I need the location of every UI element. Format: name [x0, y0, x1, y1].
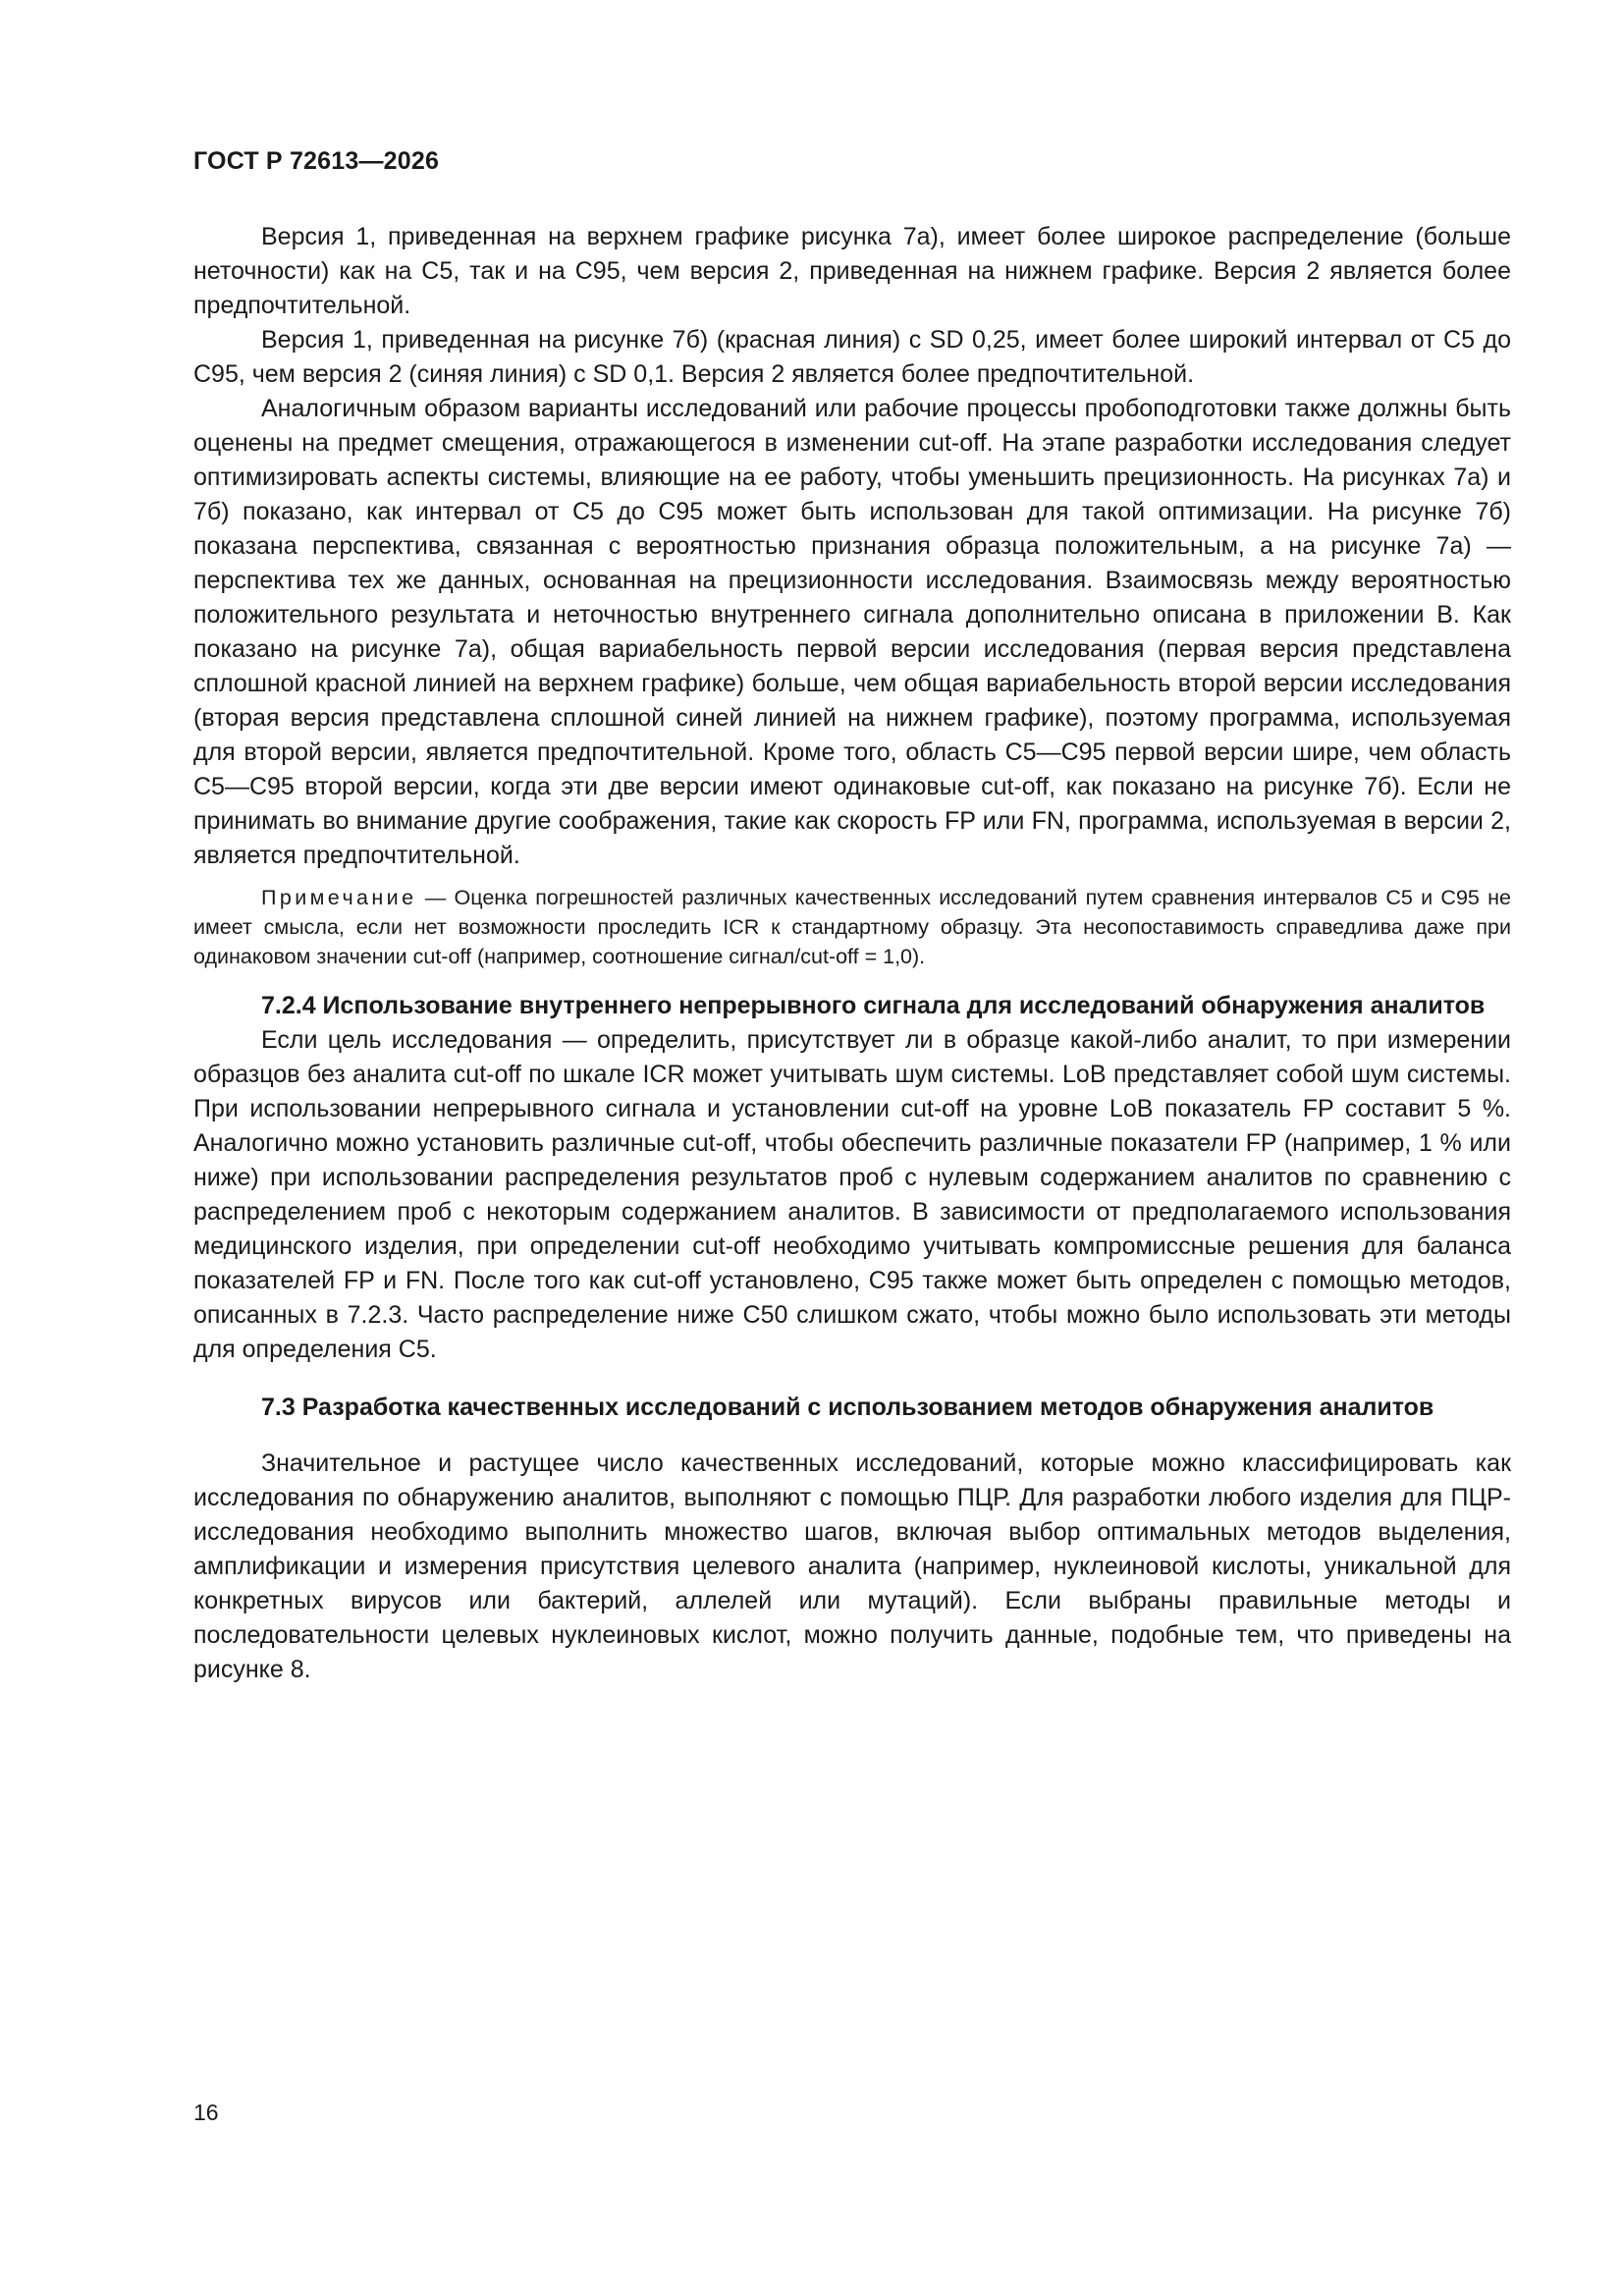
section-7-2-4-heading: 7.2.4 Использование внутреннего непрерывного сигнала для исследований обнаружения аналитов [261, 992, 1486, 1019]
paragraph-version1-7a: Версия 1, приведенная на верхнем графике рисунка 7а), имеет более широкое распределение (больше неточности) как на C5, так и на C95, чем версия 2, приведенная на нижнем графике. Версия 2 является более предпочтительной. [193, 223, 1511, 319]
note-label: Примечание [261, 886, 417, 909]
paragraph-version1-7b: Версия 1, приведенная на рисунке 7б) (красная линия) с SD 0,25, имеет более широкий интервал от C5 до C95, чем версия 2 (синяя линия) с SD 0,1. Версия 2 является более предпочтительной. [193, 326, 1511, 388]
note [193, 883, 1511, 971]
section-7-3-heading: 7.3 Разработка качественных исследований с использованием методов обнаружения аналитов [261, 1394, 1434, 1421]
paragraph-optimization: Аналогичным образом варианты исследований или рабочие процессы пробоподготовки также должны быть оценены на предмет смещения, отражающегося в изменении cut-off. На этапе разработки исследования следует оптимизировать аспекты системы, влияющие на ее работу, чтобы уменьшить прецизионность. На рисунках 7а) и 7б) показано, как интервал от C5 до C95 может быть использован для такой оптимизации. На рисунке 7б) показана перспектива, связанная с вероятностью признания образца положительным, а на рисунке 7а) — перспектива тех же данных, основанная на прецизионности исследования. Взаимосвязь между вероятностью положительного результата и неточностью внутреннего сигнала дополнительно описана в приложении В. Как показано на рисунке 7а), общая вариабельность первой версии исследования (первая версия представлена сплошной красной линией на верхнем графике) больше, чем общая вариабельность второй версии исследования (вторая версия представлена сплошной синей линией на нижнем графике), поэтому программа, используемая для второй версии, является предпочтительной. Кроме того, область C5—C95 первой версии шире, чем область C5—C95 второй версии, когда эти две версии имеют одинаковые cut-off, как показано на рисунке 7б). Если не принимать во внимание другие соображения, такие как скорость FP или FN, программа, используемая в версии 2, является предпочтительной. [193, 395, 1511, 869]
document-header: ГОСТ Р 72613—2026 [193, 147, 440, 175]
note-text: — Оценка погрешностей различных качественных исследований путем сравнения интервалов C5 и C95 не имеет смысла, если нет возможности проследить ICR к стандартному образцу. Эта несопоставимость справедлива даже при одинаковом значении cut-off (например, соотношение сигнал/cut-off = 1,0). [193, 886, 1511, 968]
page-number: 16 [193, 2100, 219, 2125]
section-7-2-4-text: Если цель исследования — определить, присутствует ли в образце какой-либо аналит, то при измерении образцов без аналита cut-off по шкале ICR может учитывать шум системы. LoB представляет собой шум системы. При использовании непрерывного сигнала и установлении cut-off на уровне LoB показатель FP составит 5 %. Аналогично можно установить различные cut-off, чтобы обеспечить различные показатели FP (например, 1 % или ниже) при использовании распределения результатов проб с нулевым содержанием аналитов по сравнению с распределением проб с некоторым содержанием аналитов. В зависимости от предполагаемого использования медицинского изделия, при определении cut-off необходимо учитывать компромиссные решения для баланса показателей FP и FN. После того как cut-off установлено, C95 также может быть определен с помощью методов, описанных в 7.2.3. Часто распределение ниже C50 слишком сжато, чтобы можно было использовать эти методы для определения C5. [193, 1026, 1511, 1363]
section-7-3-text: Значительное и растущее число качественных исследований, которые можно классифицировать как исследования по обнаружению аналитов, выполняют с помощью ПЦР. Для разработки любого изделия для ПЦР-исследования необходимо выполнить множество шагов, включая выбор оптимальных методов выделения, амплификации и измерения присутствия целевого аналита (например, нуклеиновой кислоты, уникальной для конкретных вирусов или бактерий, аллелей или мутаций). Если выбраны правильные методы и последовательности целевых нуклеиновых кислот, можно получить данные, подобные тем, что приведены на рисунке 8. [193, 1449, 1511, 1683]
document-body [193, 220, 1511, 1687]
